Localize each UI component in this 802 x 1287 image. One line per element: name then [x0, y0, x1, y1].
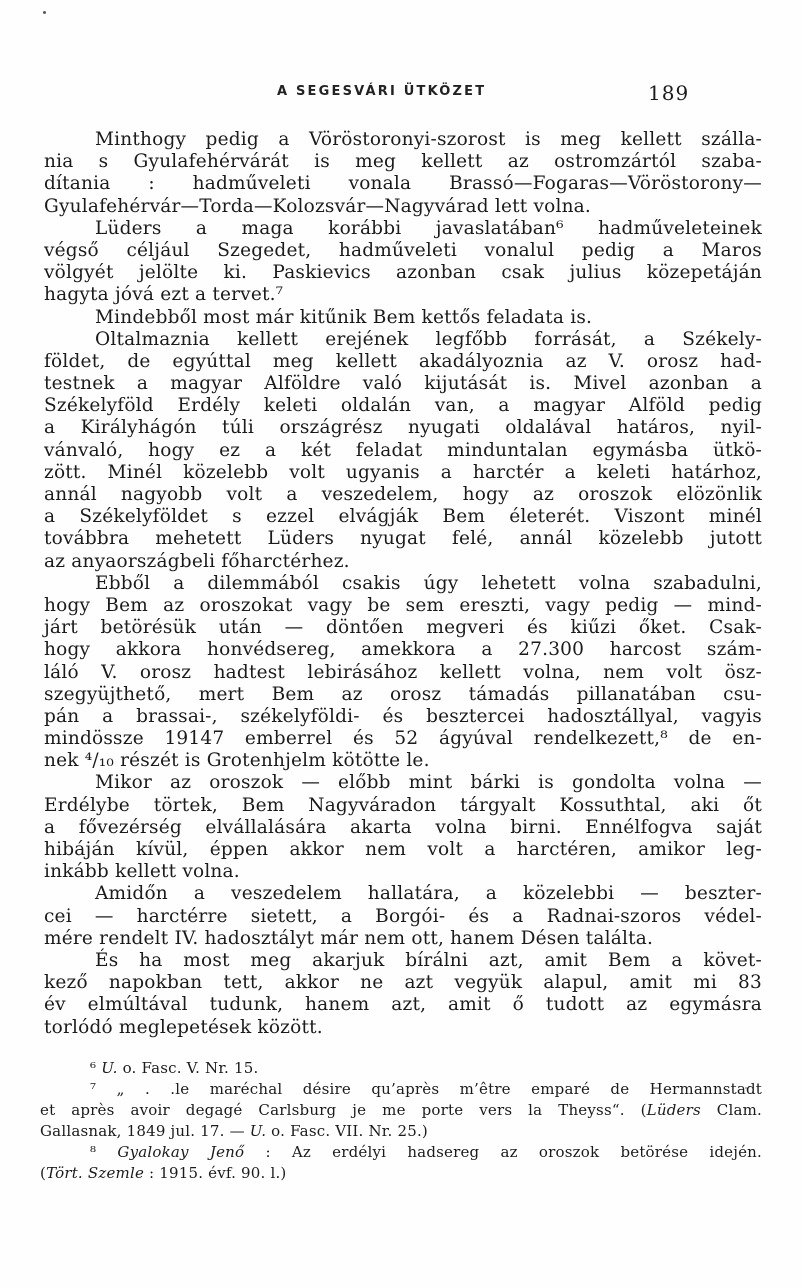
text-segment: Gallasnak, 1849 jul. 17. —: [40, 1122, 250, 1140]
text-line: vánvaló, hogy ez a két feladat minduntalan egymásba ütkö-: [44, 439, 762, 461]
text-line: hibáján kívül, éppen akkor nem volt a harctéren, amikor leg-: [44, 839, 762, 860]
text-line: testnek a magyar Alföldre való kijutását is. Mivel azonban a: [44, 373, 762, 395]
text-line: a fővezérség elvállalására akarta volna birni. Ennélfogva saját: [44, 816, 762, 838]
paragraph: [44, 329, 762, 573]
text-line: Minthogy pedig a Vöröstoronyi-szorost is meg kellett szálla-: [95, 129, 762, 150]
footnote-line: [40, 1121, 762, 1142]
footnotes: [40, 1058, 762, 1184]
text-segment: Lüders: [646, 1101, 701, 1119]
text-segment: U.: [249, 1122, 267, 1140]
text-segment: Clam.: [700, 1101, 762, 1119]
text-segment: (: [40, 1164, 47, 1182]
text-segment: : 1915. évf. 90. l.): [144, 1164, 287, 1182]
text-segment: et après avoir degagé Carlsburg je me porte vers la Theyss“. (: [40, 1101, 647, 1119]
paragraph: [44, 573, 762, 773]
text-line: Gyulafehérvár—Torda—Kolozsvár—Nagyvárad lett volna.: [44, 195, 591, 217]
text-line: földet, de egyúttal meg kellett akadályoznia az V. orosz had-: [44, 350, 762, 372]
footnote-line: [40, 1142, 762, 1163]
paragraph: [44, 950, 762, 1039]
footnote-line: [40, 1100, 762, 1121]
text-segment: o. Fasc. V. Nr. 15.: [117, 1059, 259, 1077]
text-line: Oltalmaznia kellett erejének legfőbb forrását, a Székely-: [95, 328, 762, 350]
running-header-title: A SEGESVÁRI ÜTKÖZET: [277, 84, 487, 99]
body-text: [44, 129, 762, 1039]
footnote: [40, 1058, 762, 1079]
text-line: végső céljául Szegedet, hadműveleti vonalul pedig a Maros: [44, 239, 762, 261]
text-line: a Székelyföldet s ezzel elvágják Bem életerét. Viszont minél: [44, 506, 762, 528]
text-line: nia s Gyulafehérvárát is meg kellett az ostromzártól szaba-: [44, 151, 762, 173]
text-segment: ⁶: [90, 1059, 102, 1077]
text-line: torlódó meglepetések között.: [44, 1016, 323, 1038]
text-line: a Királyhágón túli országrész nyugati oldalával határos, nyil-: [44, 417, 762, 439]
text-line: Ebből a dilemmából csakis úgy lehetett volna szabadulni,: [95, 572, 762, 594]
ink-speck: [43, 11, 46, 14]
text-segment: Tört. Szemle: [46, 1164, 145, 1182]
paragraph: [44, 772, 762, 883]
text-line: továbbra mehetett Lüders nyugat felé, annál közelebb jutott: [44, 528, 762, 550]
text-line: kező napokban tett, akkor ne azt vegyük alapul, amit mi 83: [44, 972, 762, 994]
footnote: [40, 1142, 762, 1184]
text-line: mére rendelt IV. hadosztályt már nem ott, hanem Désen találta.: [44, 927, 654, 949]
text-line: járt betörésük után — döntően megveri és kiűzi őket. Csak-: [44, 617, 762, 639]
footnote-line: [40, 1079, 762, 1100]
text-segment: o. Fasc. VII. Nr. 25.): [266, 1122, 428, 1140]
text-line: Mikor az oroszok — előbb mint bárki is gondolta volna —: [95, 772, 762, 794]
text-line: év elmúltával tudunk, hanem azt, amit ő tudott az egymásra: [44, 994, 762, 1016]
text-line: Erdélybe törtek, Bem Nagyváradon tárgyalt Kossuthtal, aki őt: [44, 794, 762, 816]
paragraph: [44, 129, 762, 218]
paragraph: [44, 883, 762, 950]
text-segment: Gyalokay Jenő: [117, 1143, 245, 1161]
text-line: szegyüjthető, mert Bem az orosz támadás pillanatában csu-: [44, 683, 762, 705]
text-line: pán a brassai-, székelyföldi- és besztercei hadosztállyal, vagyis: [44, 705, 762, 727]
paragraph: [44, 218, 762, 307]
text-line: dítania : hadműveleti vonala Brassó—Fogaras—Vöröstorony—: [44, 173, 762, 195]
text-segment: : Az erdélyi hadsereg az oroszok betörése idején.: [244, 1143, 763, 1161]
page-number: 189: [648, 81, 690, 105]
text-line: hogy akkora honvédsereg, amekkora a 27.300 harcost szám-: [44, 639, 762, 661]
text-line: Székelyföld Erdély keleti oldalán van, a magyar Alföld pedig: [44, 395, 762, 417]
footnote-line: [40, 1058, 762, 1079]
text-line: zött. Minél közelebb volt ugyanis a harctér a keleti határhoz,: [44, 461, 762, 483]
text-line: láló V. orosz hadtest lebirásához kellett volna, nem volt ösz-: [44, 661, 762, 683]
text-line: És ha most meg akarjuk bírálni azt, amit Bem a követ-: [95, 949, 762, 971]
text-line: nek ⁴/₁₀ részét is Grotenhjelm kötötte le.: [44, 750, 430, 772]
text-segment: ⁸: [90, 1143, 118, 1161]
footnote-line: [40, 1163, 762, 1184]
text-line: hogy Bem az oroszokat vagy be sem ereszti, vagy pedig — mind-: [44, 594, 762, 616]
text-line: inkább kellett volna.: [44, 861, 240, 883]
footnote: [40, 1079, 762, 1142]
text-segment: U.: [101, 1059, 118, 1077]
text-line: Mindebből most már kitűnik Bem kettős feladata is.: [95, 306, 593, 328]
text-line: az anyaországbeli főharctérhez.: [44, 550, 350, 572]
text-segment: ⁷ „ . .le maréchal désire qu’après m’être emparé de Hermannstadt: [90, 1080, 762, 1098]
text-line: cei — harctérre sietett, a Borgói- és a Radnai-szoros védel-: [44, 905, 762, 927]
text-line: Lüders a maga korábbi javaslatában⁶ hadműveleteinek: [95, 217, 762, 239]
text-line: hagyta jóvá ezt a tervet.⁷: [44, 284, 284, 306]
text-line: mindössze 19147 emberrel és 52 ágyúval rendelkezett,⁸ de en-: [44, 728, 762, 750]
text-line: annál nagyobb volt a veszedelem, hogy az oroszok elözönlik: [44, 484, 762, 505]
text-line: Amidőn a veszedelem hallatára, a közelebbi — beszter-: [95, 883, 762, 905]
paragraph: [44, 307, 762, 329]
text-line: völgyét jelölte ki. Paskievics azonban csak julius közepetáján: [44, 262, 762, 284]
